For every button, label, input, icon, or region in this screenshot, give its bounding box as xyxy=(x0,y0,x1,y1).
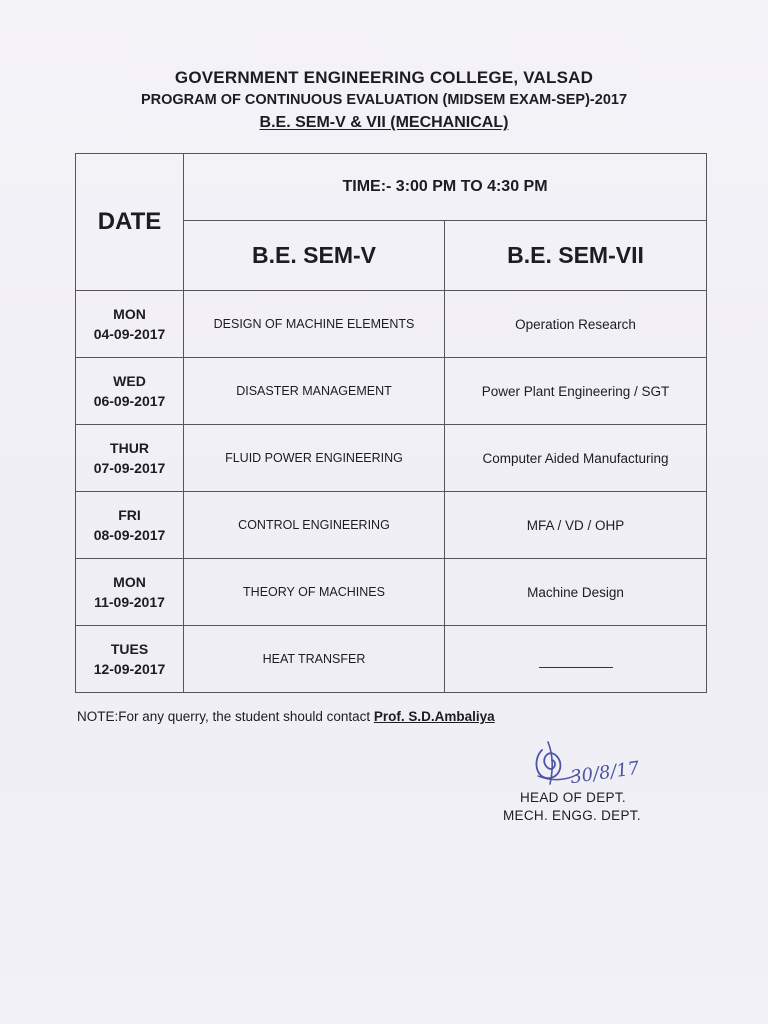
table-row xyxy=(76,492,707,559)
signature-image xyxy=(528,732,668,792)
sem7-subject: MFA / VD / OHP xyxy=(445,492,707,559)
sem7-subject: Machine Design xyxy=(445,559,707,626)
day-label: THUR xyxy=(110,440,149,456)
signature-date: 30/8/17 xyxy=(568,757,641,789)
date-cell xyxy=(76,358,184,425)
sem5-subject: FLUID POWER ENGINEERING xyxy=(184,425,445,492)
table-row xyxy=(76,291,707,358)
table-row xyxy=(76,559,707,626)
signatory-dept: MECH. ENGG. DEPT. xyxy=(503,808,641,823)
note-text: NOTE:For any querry, the student should contact xyxy=(77,709,374,724)
date-cell xyxy=(76,559,184,626)
course-title: B.E. SEM-V & VII (MECHANICAL) xyxy=(259,114,509,131)
day-label: MON xyxy=(113,306,146,322)
date-label: 07-09-2017 xyxy=(93,460,166,476)
sem7-subject: Power Plant Engineering / SGT xyxy=(445,358,707,425)
sem5-subject: THEORY OF MACHINES xyxy=(184,559,445,626)
date-cell xyxy=(76,626,184,693)
table-row xyxy=(76,626,707,693)
day-label: TUES xyxy=(110,641,149,657)
sem5-subject: CONTROL ENGINEERING xyxy=(184,492,445,559)
date-cell xyxy=(76,291,184,358)
blank-line xyxy=(539,667,613,668)
note xyxy=(77,709,495,724)
college-name: GOVERNMENT ENGINEERING COLLEGE, VALSAD xyxy=(174,68,594,87)
date-label: 08-09-2017 xyxy=(93,527,166,543)
sem7-subject: Operation Research xyxy=(445,291,707,358)
signatory-title: HEAD OF DEPT. xyxy=(520,790,626,805)
program-title: PROGRAM OF CONTINUOUS EVALUATION (MIDSEM EXAM-SEP)-2017 xyxy=(140,92,628,108)
exam-timetable xyxy=(75,153,707,693)
sem5-subject: DESIGN OF MACHINE ELEMENTS xyxy=(184,291,445,358)
date-label: 04-09-2017 xyxy=(93,326,166,342)
date-label: 11-09-2017 xyxy=(94,594,165,610)
date-column-header: DATE xyxy=(76,154,184,291)
date-label: 12-09-2017 xyxy=(93,661,166,677)
sem5-subject: DISASTER MANAGEMENT xyxy=(184,358,445,425)
contact-name: Prof. S.D.Ambaliya xyxy=(373,709,495,724)
date-cell xyxy=(76,425,184,492)
time-header: TIME:- 3:00 PM TO 4:30 PM xyxy=(184,154,707,221)
table-row xyxy=(76,358,707,425)
date-cell xyxy=(76,492,184,559)
date-label: 06-09-2017 xyxy=(93,393,166,409)
sem7-header: B.E. SEM-VII xyxy=(445,221,707,291)
day-label: WED xyxy=(113,373,146,389)
day-label: MON xyxy=(113,574,146,590)
sem5-subject: HEAT TRANSFER xyxy=(184,626,445,693)
table-row xyxy=(76,425,707,492)
sem7-subject: Computer Aided Manufacturing xyxy=(445,425,707,492)
sem5-header: B.E. SEM-V xyxy=(184,221,445,291)
sem7-subject-empty xyxy=(445,626,707,693)
day-label: FRI xyxy=(118,507,141,523)
